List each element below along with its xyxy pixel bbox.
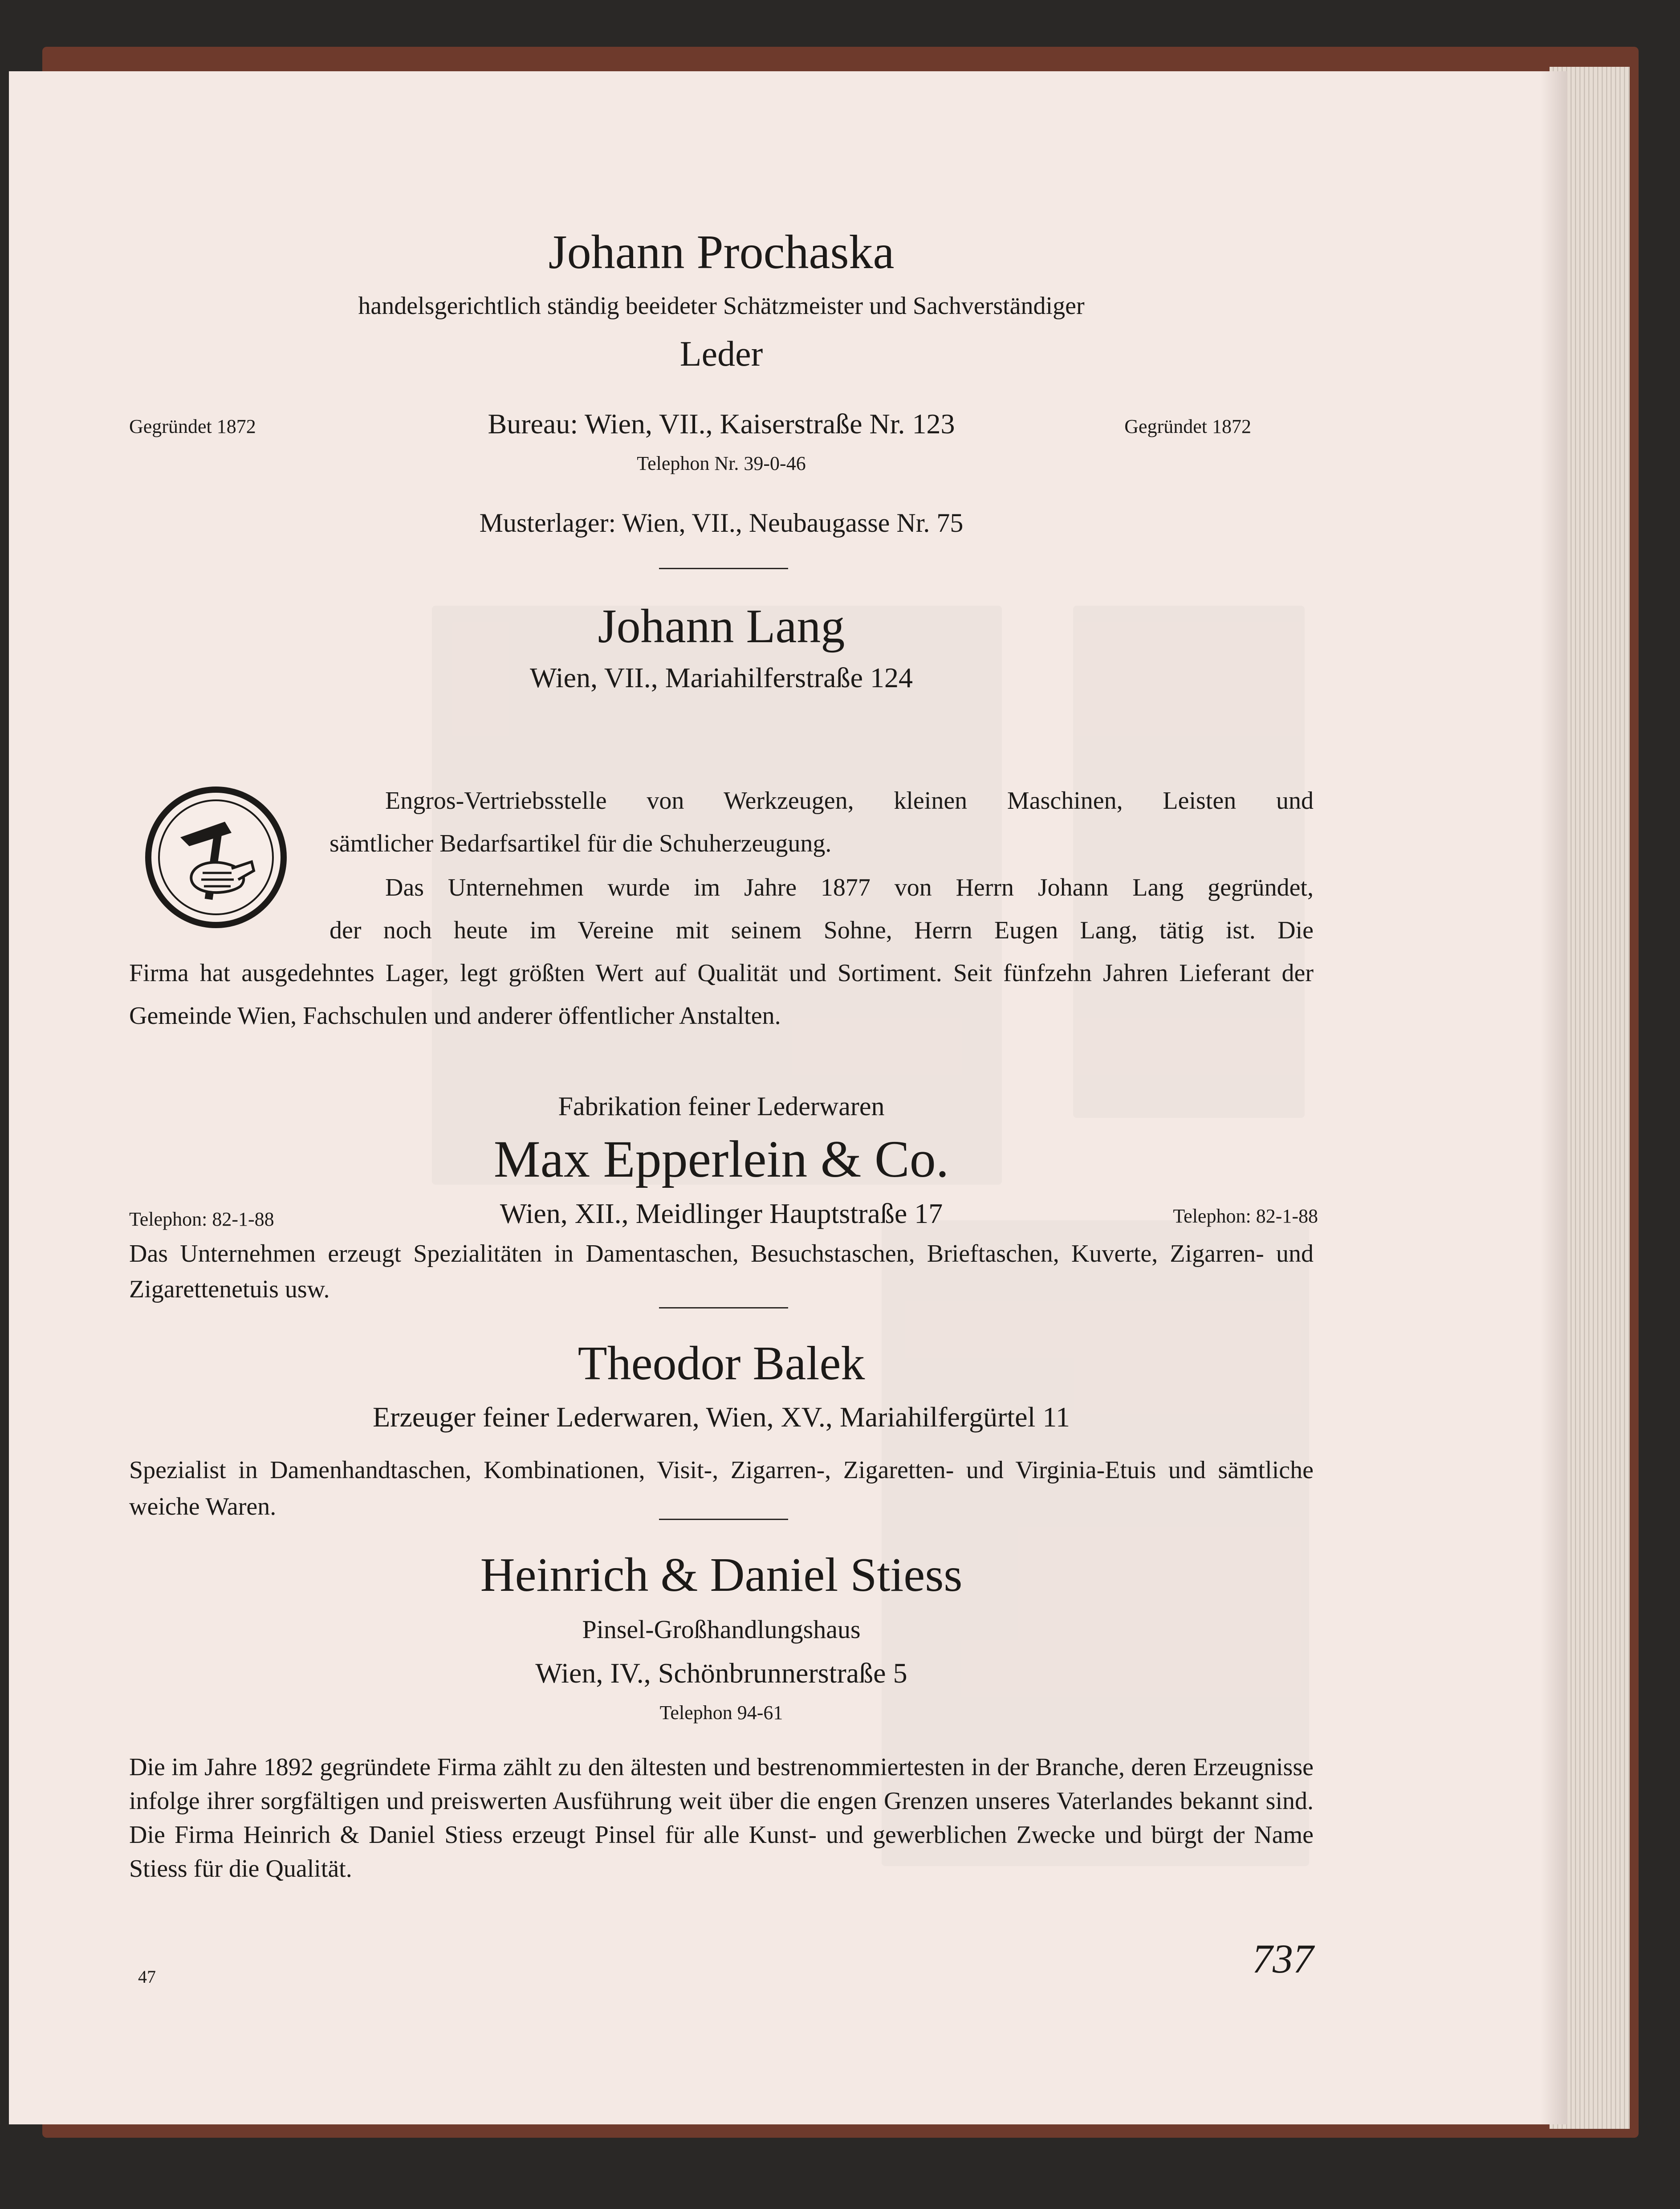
balek-para: Spezialist in Damenhandtaschen, Kombinationen, Visit-, Zigarren-, Zigaretten- und Virginia-Etuis und sämtliche weiche Waren. <box>129 1456 1314 1520</box>
epperlein-phone-left: Telephon: 82-1-88 <box>129 1208 274 1230</box>
lang-para2-line1: Das Unternehmen wurde im Jahre 1877 von Herrn Johann Lang gegründet, <box>385 874 1314 901</box>
stiess-telephone: Telephon 94-61 <box>659 1702 783 1724</box>
signature-mark: 47 <box>138 1967 156 1987</box>
prochaska-musterlager: Musterlager: Wien, VII., Neubaugasse Nr. 75 <box>479 508 964 538</box>
prochaska-founded-right: Gegründet 1872 <box>1124 416 1251 437</box>
lang-address: Wien, VII., Mariahilferstraße 124 <box>530 662 913 693</box>
divider <box>659 1519 788 1520</box>
balek-name: Theodor Balek <box>578 1337 865 1390</box>
page-gutter-shadow <box>1541 71 1567 2124</box>
divider <box>659 568 788 569</box>
prochaska-name: Johann Prochaska <box>548 226 895 279</box>
prochaska-founded-left: Gegründet 1872 <box>129 416 256 437</box>
hammer-in-hand-icon <box>142 784 289 931</box>
epperlein-tagline: Fabrikation feiner Lederwaren <box>558 1092 885 1121</box>
lang-para2-rest: Firma hat ausgedehntes Lager, legt größten Wert auf Qualität und Sortiment. Seit fünfzehn Jahren Lieferant der Gemeinde Wien, Fachschulen und anderer öffentlicher Anstalten. <box>129 959 1314 1030</box>
stiess-para: Die im Jahre 1892 gegründete Firma zählt zu den ältesten und bestrenommiertesten in der Branche, deren Erzeugnisse infolge ihrer sorgfältigen und preiswerten Ausführung weit über die engen Grenzen unseres Vaterlandes bekannt sind. Die Firma Heinrich & Daniel Stiess erzeugt Pinsel für alle Kunst- und gewerblichen Zwecke und bürgt der Name Stiess für die Qualität. <box>129 1753 1314 1883</box>
divider <box>659 1307 788 1308</box>
epperlein-address: Wien, XII., Meidlinger Hauptstraße 17 <box>500 1198 943 1229</box>
stiess-name: Heinrich & Daniel Stiess <box>480 1549 963 1602</box>
lang-para1-line2: sämtlicher Bedarfsartikel für die Schuherzeugung. <box>329 830 832 857</box>
prochaska-telephone: Telephon Nr. 39-0-46 <box>637 452 806 474</box>
balek-line: Erzeuger feiner Lederwaren, Wien, XV., Mariahilfergürtel 11 <box>373 1401 1070 1433</box>
prochaska-trade: Leder <box>679 334 763 374</box>
epperlein-para: Das Unternehmen erzeugt Spezialitäten in Damentaschen, Besuchstaschen, Brieftaschen, Kuverte, Zigarren- und Zigarettenetuis usw. <box>129 1240 1314 1303</box>
prochaska-role: handelsgerichtlich ständig beeideter Schätzmeister und Sachverständiger <box>358 292 1085 320</box>
stiess-sub: Pinsel-Großhandlungshaus <box>582 1615 861 1644</box>
stiess-address: Wien, IV., Schönbrunnerstraße 5 <box>535 1657 907 1689</box>
lang-para1-line1: Engros-Vertriebsstelle von Werkzeugen, kleinen Maschinen, Leisten und <box>385 787 1314 815</box>
book-page <box>9 71 1567 2124</box>
epperlein-phone-right: Telephon: 82-1-88 <box>1173 1205 1318 1227</box>
page-number: 737 <box>1252 1936 1314 1981</box>
lang-para2-line2: der noch heute im Vereine mit seinem Sohne, Herrn Eugen Lang, tätig ist. Die <box>329 917 1314 944</box>
prochaska-bureau: Bureau: Wien, VII., Kaiserstraße Nr. 123 <box>488 408 955 440</box>
lang-name: Johann Lang <box>598 600 845 653</box>
epperlein-name: Max Epperlein & Co. <box>493 1130 949 1188</box>
show-through <box>1073 606 1305 1118</box>
